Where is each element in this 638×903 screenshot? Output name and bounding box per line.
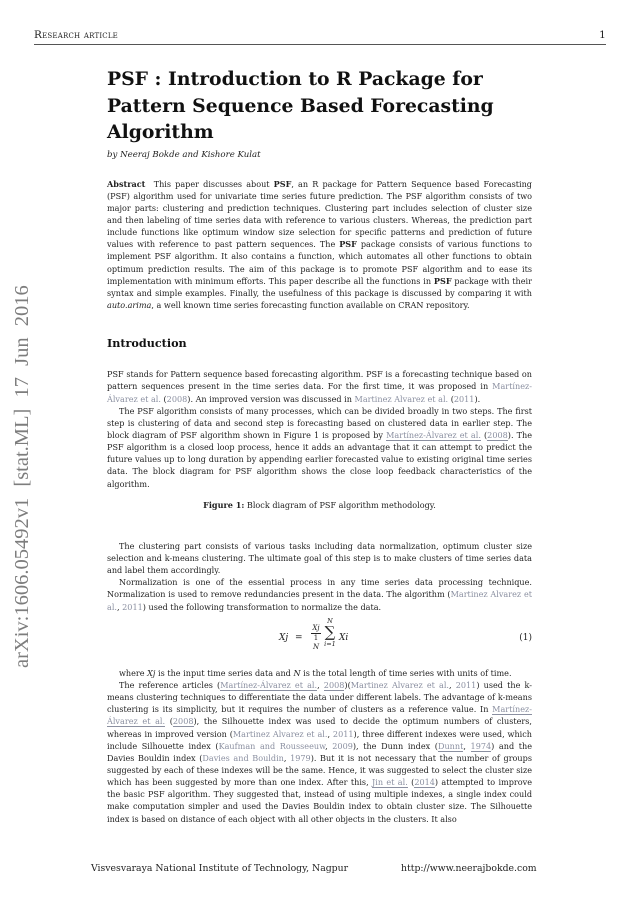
figure-caption <box>107 500 532 510</box>
text: , a well known time series forecasting function available on CRAN repository. <box>151 300 470 311</box>
paragraph <box>107 368 532 404</box>
citation-link[interactable] <box>372 777 408 788</box>
abstract-label: Abstract <box>107 178 146 189</box>
page-number: 1 <box>599 29 606 41</box>
text: Block diagram of PSF algorithm methodology. <box>244 499 436 510</box>
text: ( <box>480 430 488 440</box>
citation-text: Martínez-Álvarez et al. <box>386 430 481 440</box>
paragraph <box>107 667 532 679</box>
package-name: PSF <box>339 239 357 250</box>
homepage-link[interactable]: http://www.neerajbokde.com <box>401 863 537 874</box>
text: , <box>317 679 324 690</box>
institution: Visvesvaraya National Institute of Technology, Nagpur <box>91 863 349 874</box>
paper-title <box>107 66 532 146</box>
citation-link[interactable]: Martinez Alvarez et al. <box>232 728 328 739</box>
citation-year-link[interactable]: 2009 <box>332 740 353 751</box>
running-title: Research article <box>34 29 118 41</box>
citation-text: 2008 <box>172 716 194 727</box>
section-heading: Introduction <box>107 336 187 351</box>
citation-year-link[interactable] <box>471 741 492 752</box>
text: , <box>283 752 291 763</box>
text: The PSF algorithm consists of many processes, which can be divided broadly in two steps. The first step is clustering of data and second step is forecasting based on clustered data in earlier step. The block diagram of PSF algorithm shown in Figure 1 is proposed by <box>107 405 532 440</box>
citation-year-link[interactable]: 2011 <box>122 601 143 612</box>
text: ) used the k-means clustering techniques to differentiate the data under different labels. The advantage of k-means clustering is its simplicity, but it requires the number of clusters as a reference value. In <box>107 679 532 715</box>
fraction-numerator: Xj <box>312 623 320 632</box>
citation-year-link[interactable]: 1979 <box>290 752 311 763</box>
text: The reference articles ( <box>119 679 221 690</box>
text: ( <box>160 393 167 404</box>
citation-link[interactable]: Kaufman and Rousseeuw <box>218 740 326 751</box>
paragraph: The clustering part consists of various tasks including data normalization, optimum cluster size selection and k-means clustering. The ultimate goal of this step is to make clusters of time series data and label them accordingly. <box>107 540 532 576</box>
citation-link[interactable]: Martinez Alvarez et al. <box>350 679 450 690</box>
text: PSF stands for Pattern sequence based forecasting algorithm. PSF is a forecasting technique based on pattern sequences present in the time series data. For the first time, it was proposed in <box>107 369 532 392</box>
title-line: PSF : Introduction to R Package for <box>107 68 483 90</box>
running-header <box>34 28 606 45</box>
text: package with their syntax and simple examples. Finally, the usefulness of this package is discussed by comparing it with <box>107 275 533 298</box>
figure-label: Figure 1: <box>203 499 245 510</box>
text: , an R package for Pattern Sequence based Forecasting (PSF) algorithm used for univariate time series future prediction. The PSF algorithm consists of two major parts: clustering and prediction techniques. Clustering part includes selection of cluster size and then labeling of time series data with reference to various clusters. Whereas, the prediction part include functions like optimum window size selection for specific patterns and prediction of future values with reference to past pattern sequences. The <box>107 178 532 250</box>
paragraph <box>107 405 532 490</box>
variable: N <box>293 667 301 678</box>
text: ), the Silhouette index was used to decide the optimum numbers of clusters, whereas in improved version ( <box>107 716 532 739</box>
paragraph <box>107 576 532 612</box>
text: This paper discusses about <box>153 178 274 189</box>
arxiv-stamp[interactable]: arXiv:1606.05492v1 [stat.ML] 17 Jun 2016 <box>11 285 33 668</box>
citation-link[interactable]: Martínez-Álvarez et al. <box>107 381 532 404</box>
equation-rhs: Xi <box>339 632 349 643</box>
equals-sign: = <box>295 632 303 643</box>
equation-lhs: Xj <box>279 632 289 643</box>
text: ) attempted to improve the basic PSF algorithm. They suggested that, instead of using multiple indexes, a single index could make computation simpler and used the Davies Bouldin index to obtain cluster size. The Silhouette index is based on distance of each object with all other objects in the clusters. It also <box>107 777 532 824</box>
sum-lower-limit: i=1 <box>324 639 336 648</box>
text: )( <box>344 679 351 690</box>
fraction <box>311 624 321 652</box>
equation <box>107 616 532 663</box>
citation-text: 2008 <box>487 430 508 440</box>
paragraph <box>107 679 532 825</box>
citation-year-link[interactable]: 2011 <box>455 679 477 690</box>
text: is the input time series data and <box>155 667 294 678</box>
citation-text: Martínez-Álvarez et al. <box>107 704 532 727</box>
text: ). But it is not necessary that the number of groups suggested by each of these indexes will be the same. Hence, it was suggested to select the cluster size which has been suggested by more than one index. After this, <box>107 752 532 788</box>
citation-year-link[interactable]: 2008 <box>166 393 188 404</box>
paper-body <box>107 64 532 825</box>
citation-text: Martínez-Álvarez et al. <box>220 679 318 690</box>
citation-link[interactable]: Martinez Alvarez et al. <box>354 393 449 404</box>
title-line: Algorithm <box>107 121 214 143</box>
text: ), three different indexes were used, which include Silhouette index ( <box>107 728 533 751</box>
citation-text: Jin et al. <box>372 777 408 788</box>
citation-link[interactable] <box>386 430 481 441</box>
fraction-one: 1 <box>313 633 319 642</box>
text: , <box>463 740 471 751</box>
text: ). An improved version was discussed in <box>187 393 355 404</box>
citation-link[interactable]: Davies and Bouldin <box>202 752 284 763</box>
text: ). <box>474 393 481 404</box>
citation-link[interactable] <box>438 741 463 752</box>
text: , <box>325 740 333 751</box>
variable: Xj <box>147 667 156 678</box>
text: ( <box>165 716 173 727</box>
citation-text: Dunnt <box>437 740 464 751</box>
text: is the total length of time series with units of time. <box>300 667 512 678</box>
sum-upper-limit: N <box>327 616 333 625</box>
text: Normalization is one of the essential process in any time series data processing technique. Normalization is used to remove redundancies present in the data. The algorithm ( <box>107 577 532 600</box>
citation-text: 2014 <box>414 777 435 788</box>
fraction-denominator: N <box>312 642 320 651</box>
authors: by Neeraj Bokde and Kishore Kulat <box>107 149 261 160</box>
text: , <box>117 601 123 612</box>
citation-text: 1974 <box>470 740 492 751</box>
equation-number: (1) <box>519 632 532 643</box>
citation-text: 2008 <box>323 679 345 690</box>
summation <box>323 617 337 648</box>
citation-year-link[interactable] <box>324 680 345 691</box>
function-name: auto.arima <box>107 300 152 311</box>
text: ( <box>448 393 454 404</box>
citation-year-link[interactable] <box>487 430 508 441</box>
sigma-symbol: ∑ <box>324 622 336 641</box>
text: ( <box>407 777 415 788</box>
text: ) used the following transformation to normalize the data. <box>142 601 382 612</box>
text: package consists of various functions to implement PSF algorithm. It also contains a function, which automates all other functions to obtain optimum prediction results. The aim of this package is to promote PSF algorithm and to ease its implementation with minimum efforts. This paper describe all the functions in <box>107 239 532 286</box>
citation-link[interactable] <box>220 680 317 691</box>
abstract <box>107 178 532 312</box>
text: ), the Dunn index ( <box>352 740 438 751</box>
text: , <box>449 679 456 690</box>
citation-year-link[interactable] <box>173 716 194 727</box>
citation-link[interactable]: Martinez Alvarez et al. <box>107 589 532 612</box>
package-name: PSF <box>273 178 292 189</box>
citation-year-link[interactable]: 2011 <box>332 728 354 739</box>
text: , <box>327 728 333 739</box>
citation-year-link[interactable] <box>414 777 435 788</box>
title-line: Pattern Sequence Based Forecasting <box>107 94 494 117</box>
text: ) and the Davies Bouldin index ( <box>107 740 533 763</box>
text: where <box>119 667 148 678</box>
package-name: PSF <box>433 275 452 286</box>
text: ). The PSF algorithm is a closed loop process, hence it adds an advantage that it can attempt to predict the future values up to long duration by appending earlier forecasted value to existing original time series data. The block diagram for PSF algorithm shows the close loop feedback characteristics of the algorithm. <box>107 430 533 489</box>
citation-year-link[interactable]: 2011 <box>453 393 475 404</box>
